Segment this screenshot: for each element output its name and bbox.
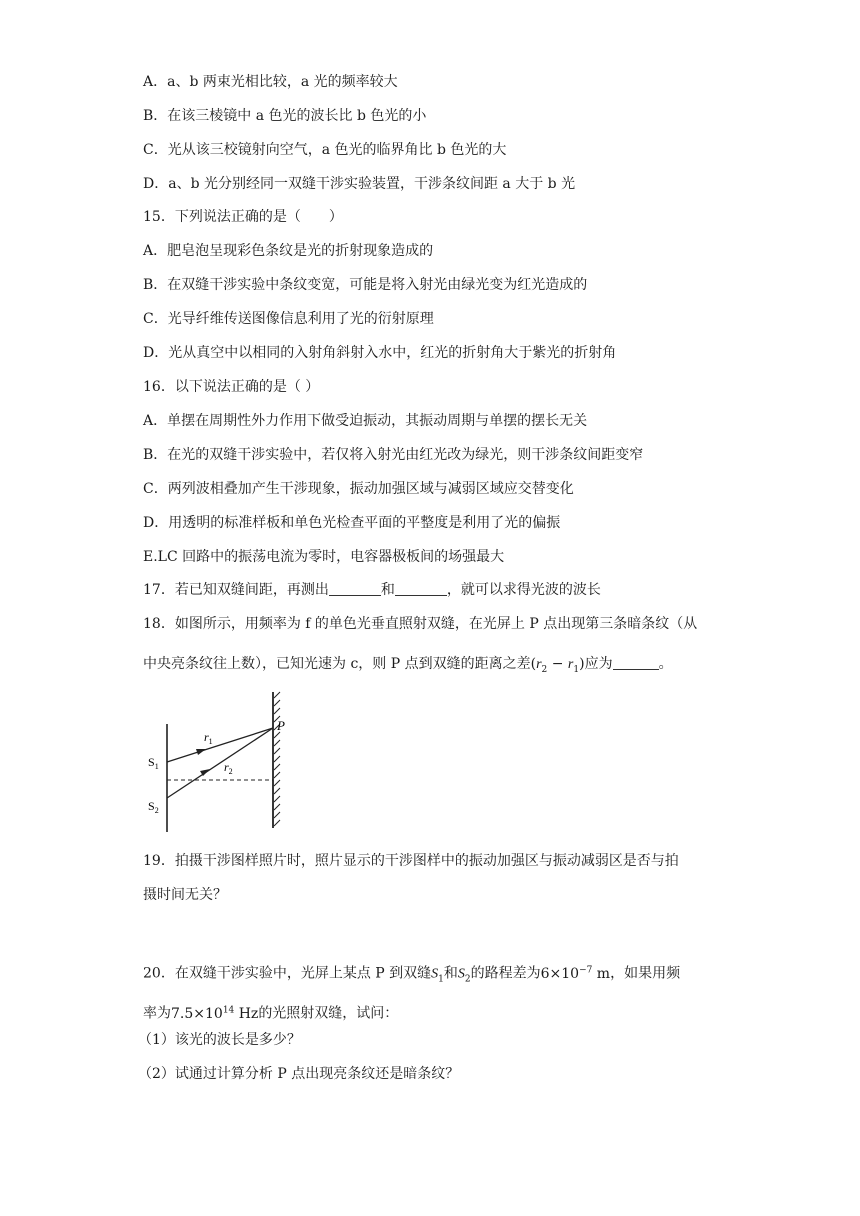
q20-s1: S [431,966,439,982]
q20-line1-b: 和 [443,965,458,982]
q18-line2-end: 。 [658,656,673,672]
q14-option-c: C．光从该三校镜射向空气，a 色光的临界角比 b 色光的大 [143,142,507,158]
q15-stem: 15．下列说法正确的是（ ） [143,209,343,225]
q19-line-2: 摄时间无关？ [143,887,227,903]
label-r2: $r_2$ [224,760,233,776]
q20-line2-a: 率为 [143,1005,171,1022]
q17-post: ，就可以求得光波的波长 [446,582,601,598]
q15-option-d: D．光从真空中以相同的入射角斜射入水中，红光的折射角大于紫光的折射角 [143,345,617,361]
q18-line2-post: 应为 [584,656,613,672]
q17-mid: 和 [380,582,395,598]
label-r1: $r_1$ [204,730,213,746]
label-s2: $S_2$ [148,799,159,815]
label-p: P [277,718,285,733]
q16-option-b: B．在光的双缝干涉实验中，若仅将入射光由红光改为绿光，则干涉条纹间距变窄 [143,447,644,463]
q20-line-1: 20．在双缝干涉实验中，光屏上某点 P 到双缝$S_1$和$S_2$的路程差为$6\times 10^{-7}$ m，如果用频 [143,965,681,985]
q14-option-b: B．在该三棱镜中 a 色光的波长比 b 色光的小 [143,108,427,124]
q15-option-b: B．在双缝干涉实验中条纹变宽，可能是将入射光由绿光变为红光造成的 [143,277,588,293]
q19-line-1: 19．拍摄干涉图样照片时，照片显示的干涉图样中的振动加强区与振动减弱区是否与拍 [143,853,679,869]
q18-blank[interactable] [613,655,659,670]
arrow-r1 [196,749,206,755]
q17-blank-2[interactable] [395,581,447,596]
q20-path-diff: $6\times 10^{-7}$ m [540,965,611,982]
screen-hatching [274,692,280,826]
double-slit-diagram [140,688,300,834]
q17 [143,580,601,600]
ray-r2 [167,728,273,798]
q20-sub-1: （1）该光的波长是多少？ [138,1032,301,1048]
q18-line2-pre: 中央亮条纹往上数），已知光速为 c，则 P 点到双缝的距离之差 [143,656,531,672]
q20-frequency: $7.5\times 10^{14}$ Hz [171,1005,259,1022]
q16-option-a: A．单摆在周期性外力作用下做受迫振动，其振动周期与单摆的摆长无关 [143,413,588,429]
q18-line-1: 18．如图所示，用频率为 f 的单色光垂直照射双缝，在光屏上 P 点出现第三条暗条纹（从 [143,616,698,632]
q17-pre: 17．若已知双缝间距，再测出 [143,582,329,598]
q20-line1-c: 的路程差为 [470,965,541,982]
q16-option-c: C．两列波相叠加产生干涉现象，振动加强区域与减弱区域应交替变化 [143,481,574,497]
q20-line2-b: 的光照射双缝，试问： [258,1005,399,1022]
q18-line-2 [143,654,673,680]
q20-line1-a: 20．在双缝干涉实验中，光屏上某点 P 到双缝 [143,965,432,982]
q20-line-2 [143,1000,398,1024]
q16-stem: 16．以下说法正确的是（ ） [143,379,320,395]
ray-r1 [167,728,273,762]
q20-s2: S [457,966,465,982]
q15-option-a: A．肥皂泡呈现彩色条纹是光的折射现象造成的 [143,243,434,259]
q17-blank-1[interactable] [329,581,381,596]
q18-formula: $(r_2 - r_1)$ [530,656,585,675]
q15-option-c: C．光导纤维传送图像信息利用了光的衍射原理 [143,311,434,327]
q14-option-d: D．a、b 光分别经同一双缝干涉实验装置，干涉条纹间距 a 大于 b 光 [143,176,576,192]
q16-option-d: D．用透明的标准样板和单色光检查平面的平整度是利用了光的偏振 [143,515,561,531]
q14-option-a: A．a、b 两束光相比较，a 光的频率较大 [143,74,398,90]
label-s1: $S_1$ [148,755,159,771]
q16-option-e: E.LC 回路中的振荡电流为零时，电容器极板间的场强最大 [143,549,505,565]
q20-sub-2: （2）试通过计算分析 P 点出现亮条纹还是暗条纹？ [138,1066,460,1082]
q20-line1-d: ，如果用频 [610,965,681,982]
